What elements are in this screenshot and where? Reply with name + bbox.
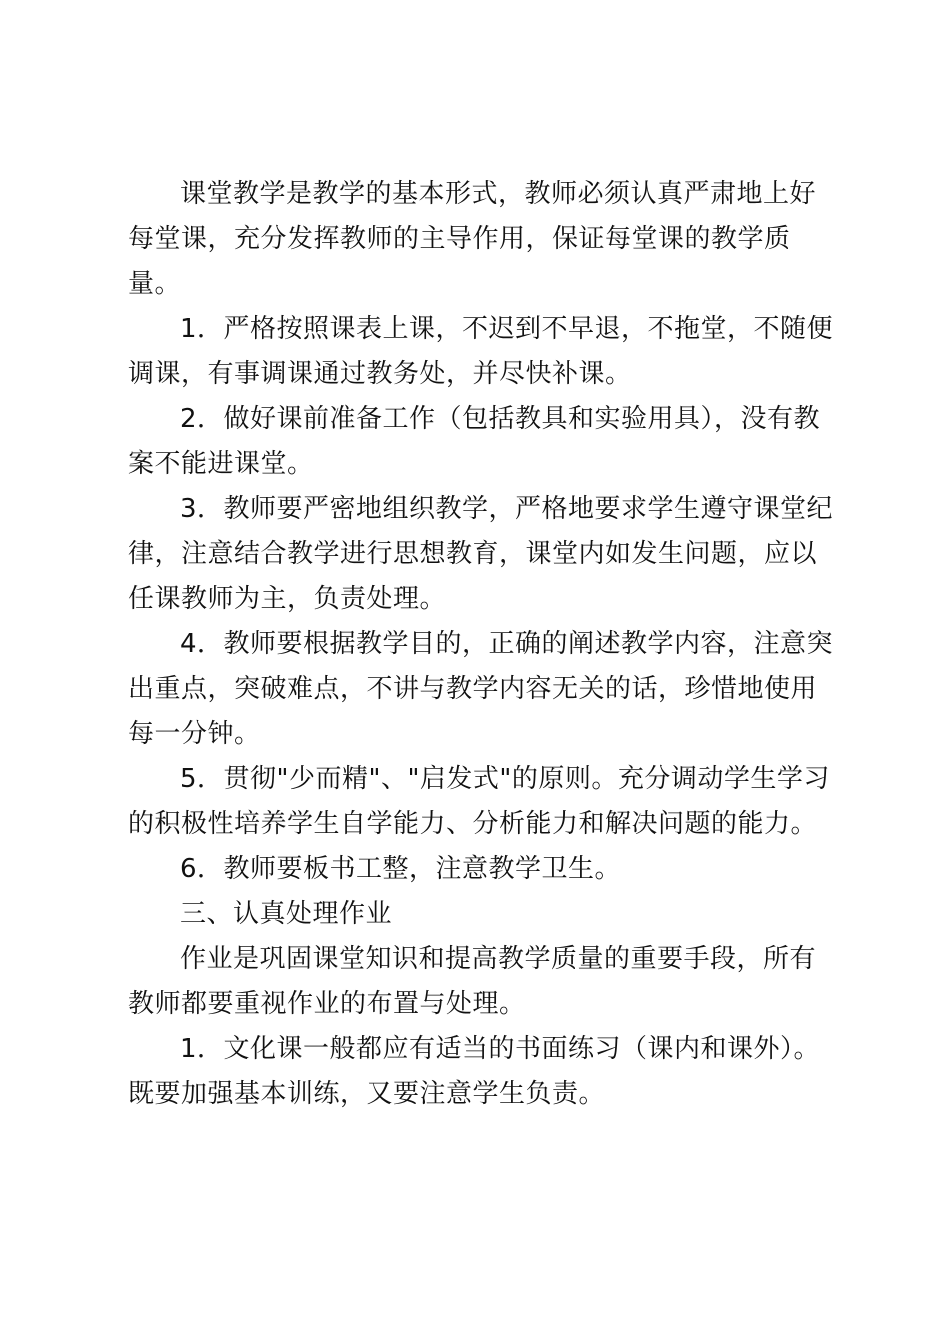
paragraph-intro: 课堂教学是教学的基本形式，教师必须认真严肃地上好每堂课，充分发挥教师的主导作用，保证每堂课的教学质量。	[128, 179, 817, 299]
section-heading: 三、认真处理作业	[180, 899, 393, 929]
paragraph-item-2: 2．做好课前准备工作（包括教具和实验用具），没有教案不能进课堂。	[128, 404, 821, 479]
paragraph-item-5: 5．贯彻"少而精"、"启发式"的原则。充分调动学生学习的积极性培养学生自学能力、分析能力和解决问题的能力。	[128, 764, 830, 839]
document-body	[128, 172, 840, 1117]
paragraph-item-4: 4．教师要根据教学目的，正确的阐述教学内容，注意突出重点，突破难点，不讲与教学内容无关的话，珍惜地使用每一分钟。	[128, 629, 834, 749]
paragraph-item-1: 1．严格按照课表上课，不迟到不早退，不拖堂，不随便调课，有事调课通过教务处，并尽快补课。	[128, 314, 834, 389]
paragraph-item-6: 6．教师要板书工整，注意教学卫生。	[180, 854, 622, 884]
paragraph-homework-item-1: 1．文化课一般都应有适当的书面练习（课内和课外）。既要加强基本训练，又要注意学生负责。	[128, 1034, 821, 1109]
paragraph-item-3: 3．教师要严密地组织教学，严格地要求学生遵守课堂纪律，注意结合教学进行思想教育，课堂内如发生问题，应以任课教师为主，负责处理。	[128, 494, 834, 614]
paragraph-section-intro: 作业是巩固课堂知识和提高教学质量的重要手段，所有教师都要重视作业的布置与处理。	[128, 944, 817, 1019]
